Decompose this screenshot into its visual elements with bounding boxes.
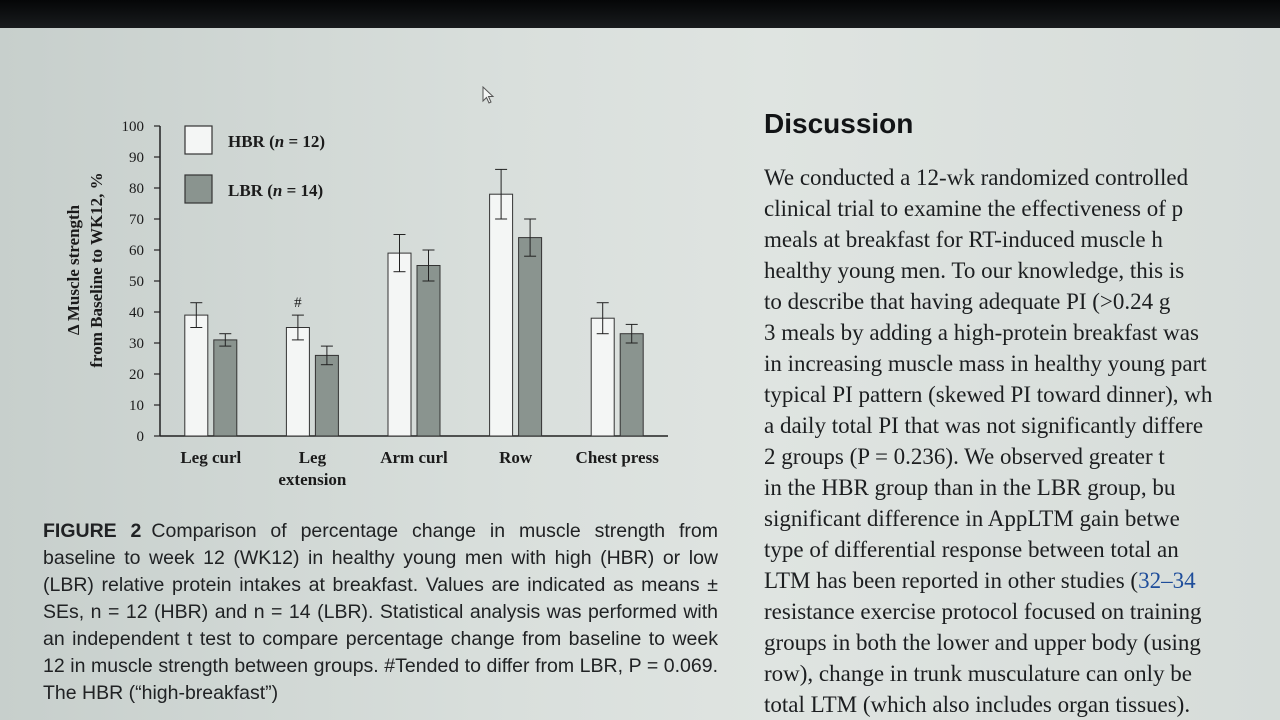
discussion-line <box>764 410 1280 441</box>
discussion-line-text: 3 meals by adding a high-protein breakfast was <box>764 320 1199 345</box>
y-tick-label: 50 <box>129 274 144 290</box>
y-tick-label: 70 <box>129 212 144 228</box>
discussion-line <box>764 596 1280 627</box>
y-tick-label: 60 <box>129 243 144 259</box>
discussion-line-text: to describe that having adequate PI (>0.24 g <box>764 289 1171 314</box>
legend-swatch-lbr <box>185 175 212 203</box>
discussion-line-text: meals at breakfast for RT-induced muscle h <box>764 227 1163 252</box>
mouse-cursor-icon <box>482 86 496 106</box>
discussion-line-text: We conducted a 12-wk randomized controlled <box>764 165 1189 190</box>
x-category-label: Leg extension <box>278 448 347 489</box>
legend-label-lbr: LBR (n = 14) <box>228 181 324 200</box>
legend-swatch-hbr <box>185 126 212 154</box>
bar-hbr <box>388 253 411 436</box>
y-axis-label-line2: from Baseline to WK12, % <box>87 172 106 368</box>
discussion-line <box>764 627 1280 658</box>
discussion-line <box>764 317 1280 348</box>
discussion-body <box>764 162 1280 720</box>
discussion-line-text: in increasing muscle mass in healthy young part <box>764 351 1207 376</box>
discussion-heading: Discussion <box>764 108 914 139</box>
bar-hbr <box>286 328 309 437</box>
legend-label-hbr: HBR (n = 12) <box>228 132 326 151</box>
discussion-line <box>764 689 1280 720</box>
y-tick-label: 100 <box>121 119 144 135</box>
figure-caption <box>43 518 718 707</box>
discussion-line <box>764 472 1280 503</box>
discussion-line <box>764 255 1280 286</box>
x-category-label: Chest press <box>575 448 659 467</box>
discussion-line-text: resistance exercise protocol focused on training <box>764 599 1202 624</box>
discussion-line <box>764 193 1280 224</box>
y-tick-label: 30 <box>129 336 144 352</box>
y-axis-label-line1: Δ Muscle strength <box>64 204 83 336</box>
discussion-line-text: clinical trial to examine the effectiveness of p <box>764 196 1184 221</box>
discussion-line-text: 2 groups (P = 0.236). We observed greater t <box>764 444 1165 469</box>
discussion-line <box>764 565 1280 596</box>
bar-chart <box>0 0 740 500</box>
bar-lbr <box>519 238 542 436</box>
caption-text: Comparison of percentage change in muscle strength from baseline to week 12 (WK12) in healthy young men with high (HBR) or low (LBR) relative protein intakes at breakfast. Values are indicated as means ± SEs, n = 12 (HBR) and n = 14 (LBR). Statistical analysis was performed with an independent t test to compare percentage change from baseline to week 12 in muscle strength between groups. #Tended to differ from LBR, P = 0.069. The HBR (“high-breakfast”) <box>43 520 718 704</box>
discussion-line-text: significant difference in AppLTM gain betwe <box>764 506 1180 531</box>
bar-lbr <box>214 340 237 436</box>
discussion-line <box>764 348 1280 379</box>
y-tick-label: 20 <box>129 367 144 383</box>
discussion-line <box>764 224 1280 255</box>
x-category-label: Row <box>499 448 533 467</box>
discussion-line-text: typical PI pattern (skewed PI toward dinner), wh <box>764 382 1213 407</box>
discussion-line-text: a daily total PI that was not significantly differe <box>764 413 1204 438</box>
discussion-line-text: row), change in trunk musculature can only be <box>764 661 1192 686</box>
figure-label: FIGURE 2 <box>43 520 142 542</box>
bar-hbr <box>490 194 513 436</box>
discussion-line <box>764 658 1280 689</box>
significance-marker: # <box>294 295 302 312</box>
x-category-label: Arm curl <box>380 448 448 467</box>
citation-link[interactable]: 32–34 <box>1138 568 1196 593</box>
bar-lbr <box>417 266 440 437</box>
y-tick-label: 80 <box>129 181 144 197</box>
y-tick-label: 90 <box>129 150 144 166</box>
y-tick-label: 40 <box>129 305 144 321</box>
discussion-line-text: LTM has been reported in other studies ( <box>764 568 1139 593</box>
bar-hbr <box>591 318 614 436</box>
discussion-line-text: healthy young men. To our knowledge, this is <box>764 258 1185 283</box>
discussion-line <box>764 534 1280 565</box>
discussion-line <box>764 503 1280 534</box>
bar-lbr <box>315 355 338 436</box>
discussion-line <box>764 441 1280 472</box>
discussion-line-text: total LTM (which also includes organ tissues). <box>764 692 1191 717</box>
x-category-label: Leg curl <box>180 448 242 467</box>
bar-lbr <box>620 334 643 436</box>
discussion-line <box>764 286 1280 317</box>
y-tick-label: 0 <box>136 429 144 445</box>
discussion-line-text: groups in both the lower and upper body (using <box>764 630 1201 655</box>
discussion-line-text: in the HBR group than in the LBR group, bu <box>764 475 1176 500</box>
discussion-line <box>764 379 1280 410</box>
discussion-line-text: type of differential response between total an <box>764 537 1179 562</box>
discussion-line <box>764 162 1280 193</box>
bar-hbr <box>185 315 208 436</box>
y-tick-label: 10 <box>129 398 144 414</box>
